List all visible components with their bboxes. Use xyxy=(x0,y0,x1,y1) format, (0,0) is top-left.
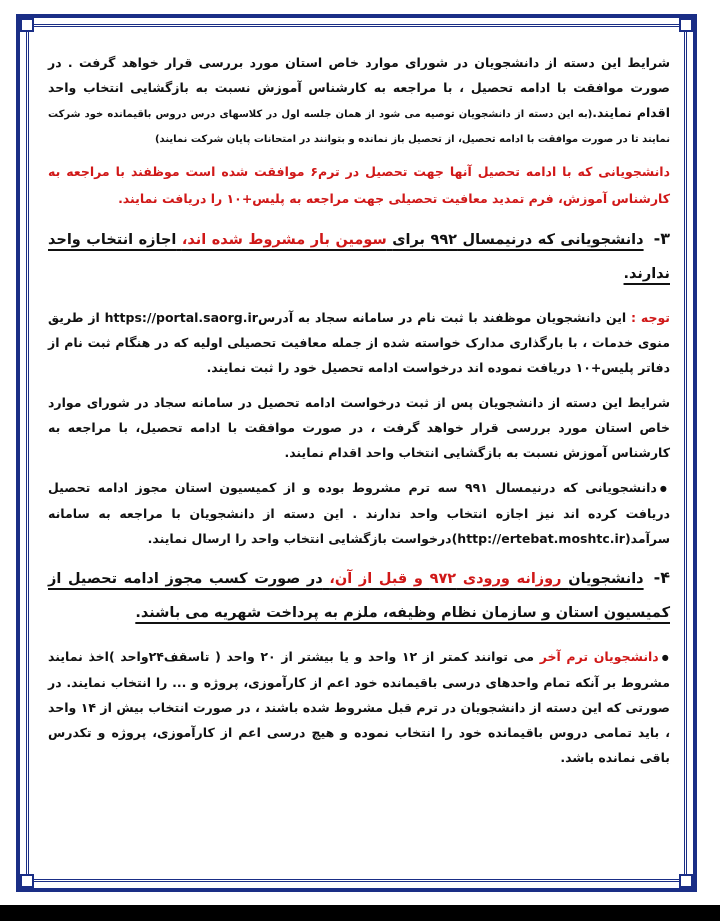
section-text: دانشجویان xyxy=(568,571,644,587)
paragraph-term991 xyxy=(48,475,670,551)
paragraph-text: می توانند کمتر از ۱۲ واحد و یا بیشتر از ۲۰ واحد ( تاسقف۲۴واحد )اخذ نمایند مشروط بر آنکه تمام واحدهای درسی باقیمانده خود اعم از کارآموزی، پروژه و ... را انتخاب نمایند. در صورتی که این دسته از دانشجویان در ترم قبل مشروط شده باشند ، در صورت انتخاب بیش از ۱۴ واحد ، باید تمامی دروس باقیمانده خود را انتخاب نموده و هیچ درسی اعم از کارآموزی، پروژه و تکدرس باقی نمانده باشد. xyxy=(48,649,670,765)
paragraph-note-sajad xyxy=(48,305,670,380)
paragraph-commission-review xyxy=(48,50,670,150)
bullet-icon: ● xyxy=(661,653,671,662)
section-4-heading xyxy=(48,561,670,630)
sajad-portal-link[interactable]: https://portal.saorg.ir xyxy=(104,310,258,325)
note-label: توجه : xyxy=(631,310,670,325)
paragraph-text: دانشجویانی که درنیمسال ۹۹۱ سه ترم مشروط بوده و از کمیسیون استان مجوز ادامه تحصیل دریافت کرده اند نیز اجازه انتخاب واحد ندارند . این دسته از دانشجویان با مراجعه به سامانه سرآمد( xyxy=(48,480,670,546)
final-term-highlight: دانشجویان ترم آخر xyxy=(539,649,659,664)
paragraph-text: از طریق منوی خدمات ، با بارگذاری مدارک خواسته شده از جمله معافیت تحصیلی اولیه که در هنگام ثبت نام از دفاتر پلیس+۱۰ دریافت نموده اند درخواست ادامه تحصیل خود را ثبت نمایند. xyxy=(48,310,670,375)
saramad-link[interactable]: http://ertebat.moshtc.ir xyxy=(457,531,625,546)
section-highlight: روزانه ورودی ۹۷۲ و قبل از آن، xyxy=(329,571,562,587)
paragraph-text: )درخواست بازگشایی انتخاب واحد را ارسال نمایند. xyxy=(147,531,458,546)
paragraph-note: (به این دسته از دانشجویان توصیه می شود از همان جلسه اول در کلاسهای درس دروس باقیمانده خود شرکت نمایند تا در صورت موافقت با ادامه تحصیل، از تحصیل باز نمانده و بتوانند در امتحانات پایان شرکت نمایند) xyxy=(48,109,670,145)
section-text: اجازه انتخاب واحد ندارند. xyxy=(48,232,670,282)
section-highlight: سومین بار مشروط شده اند، xyxy=(181,232,387,248)
document-body xyxy=(48,50,670,770)
border-corner xyxy=(20,874,34,888)
border-corner xyxy=(20,18,34,32)
border-corner xyxy=(679,874,693,888)
border-corner xyxy=(679,18,693,32)
paragraph-final-term xyxy=(48,644,670,770)
bullet-icon: ● xyxy=(659,484,671,493)
screen-bottom-bar xyxy=(0,905,720,921)
paragraph-text: این دانشجویان موظفند با ثبت نام در سامانه سجاد به آدرس xyxy=(257,310,627,325)
paragraph-term6-extension: دانشجویانی که با ادامه تحصیل آنها جهت تحصیل در ترم۶ موافقت شده است موظفند با مراجعه به کارشناس آموزش، فرم تمدید معافیت تحصیلی جهت مراجعه به پلیس+۱۰ را دریافت نمایند. xyxy=(48,164,670,206)
paragraph-text: شرایط این دسته از دانشجویان در شورای موارد خاص استان مورد بررسی قرار خواهد گرفت . در صورت موافقت با ادامه تحصیل ، با مراجعه به کارشناس آموزش نسبت به بازگشایی انتخاب واحد اقدام نمایند. xyxy=(48,55,670,120)
section-text: دانشجویانی که درنیمسال ۹۹۲ برای xyxy=(392,232,644,248)
section-number: ۴- xyxy=(653,568,671,587)
section-text: در صورت کسب مجوز ادامه تحصیل از کمیسیون استان و سازمان نظام وظیفه، ملزم به پرداخت شهریه می باشند. xyxy=(48,571,670,621)
paragraph-conditions: شرایط این دسته از دانشجویان پس از ثبت درخواست ادامه تحصیل در سامانه سجاد در شورای موارد خاص استان مورد بررسی قرار خواهد گرفت ، در صورت موافقت با ادامه تحصیل، با مراجعه به کارشناس آموزش نسبت به بازگشایی انتخاب واحد اقدام نمایند. xyxy=(48,395,670,460)
section-number: ۳- xyxy=(653,229,670,248)
section-3-heading xyxy=(48,222,670,291)
